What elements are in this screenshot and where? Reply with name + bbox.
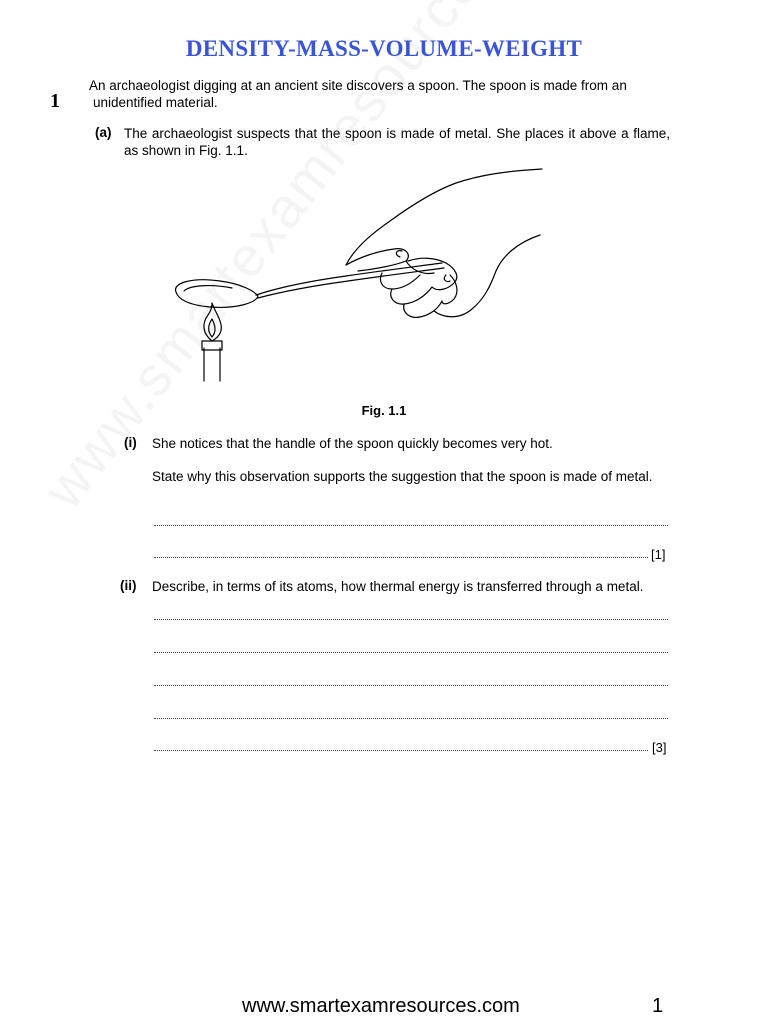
part-a-label: (a) xyxy=(95,125,112,140)
page-title: DENSITY-MASS-VOLUME-WEIGHT xyxy=(185,36,583,61)
part-i-line-2: State why this observation supports the suggestion that the spoon is made of metal. xyxy=(152,469,653,484)
question-number: 1 xyxy=(50,90,60,112)
part-ii-label: (ii) xyxy=(120,578,137,593)
page-number: 1 xyxy=(652,995,664,1017)
part-a-text: The archaeologist suspects that the spoon is made of metal. She places it above a flame, as shown in Fig. 1.1. xyxy=(124,126,670,158)
answer-line[interactable] xyxy=(154,717,668,719)
mark-allocation: [1] xyxy=(651,547,666,562)
answer-line[interactable] xyxy=(154,524,668,526)
figure-caption: Fig. 1.1 xyxy=(361,403,407,418)
answer-line[interactable] xyxy=(154,618,668,620)
answer-line[interactable] xyxy=(154,749,648,751)
part-ii-text: Describe, in terms of its atoms, how thermal energy is transferred through a metal. xyxy=(152,579,644,594)
mark-allocation: [3] xyxy=(652,740,667,755)
part-i-label: (i) xyxy=(124,435,137,450)
part-i-line-1: She notices that the handle of the spoon quickly becomes very hot. xyxy=(152,436,553,451)
question-intro xyxy=(89,77,679,111)
hand-spoon-flame-drawing xyxy=(150,165,570,390)
answer-line[interactable] xyxy=(154,556,648,558)
answer-line[interactable] xyxy=(154,651,668,653)
footer-url: www.smartexamresources.com xyxy=(242,995,520,1017)
intro-line-2: unidentified material. xyxy=(93,95,218,110)
answer-line[interactable] xyxy=(154,684,668,686)
intro-line-1: An archaeologist digging at an ancient site discovers a spoon. The spoon is made from an xyxy=(89,78,627,93)
